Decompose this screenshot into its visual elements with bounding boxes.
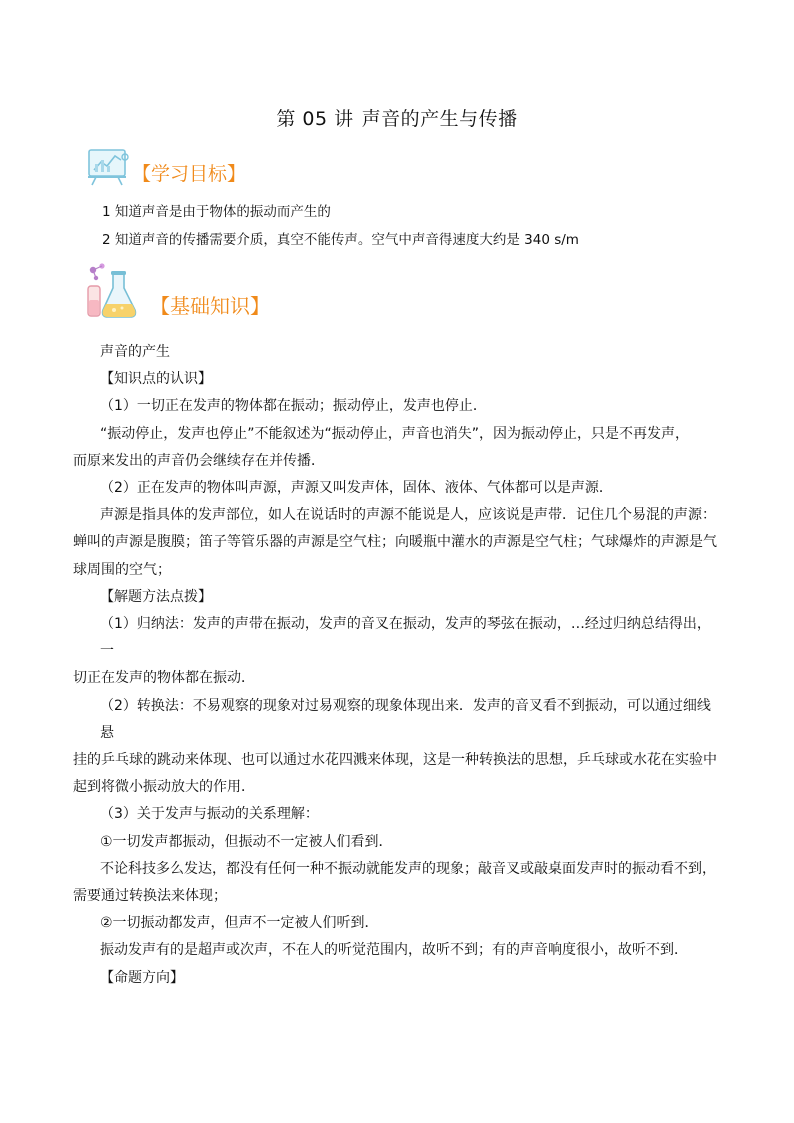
subheading: 声音的产生: [100, 344, 170, 360]
basics-heading: [84, 262, 270, 320]
paragraph-line: 起到将微小振动放大的作用．: [73, 779, 255, 796]
paragraph-line: （1）归纳法：发声的声带在振动，发声的音叉在振动，发声的琴弦在振动，…经过归纳总结得出，一: [100, 616, 711, 660]
paragraph: ②一切振动都发声，但声不一定被人们听到．: [100, 915, 379, 932]
direction-title: 【命题方向】: [100, 969, 184, 986]
paragraph-line: 蝉叫的声源是腹膜；笛子等管乐器的声源是空气柱；向暖瓶中灌水的声源是空气柱；气球爆炸的声源是气: [73, 534, 717, 551]
objectives-heading: [86, 148, 246, 186]
paragraph-line: （2）转换法：不易观察的现象对过易观察的现象体现出来．发声的音叉看不到振动，可以通过细线悬: [100, 697, 711, 741]
paragraph-line: 球周围的空气；: [73, 561, 171, 578]
paragraph-line: 切正在发声的物体都在振动．: [73, 670, 255, 687]
paragraph-line: “振动停止，发声也停止”不能叙述为“振动停止，声音也消失”，因为振动停止，只是不再发声，: [100, 425, 690, 442]
paragraph-line: 挂的乒乓球的跳动来体现、也可以通过水花四溅来体现，这是一种转换法的思想，乒乓球或水花在实验中: [73, 752, 717, 769]
paragraph-block: [73, 856, 722, 910]
method-title: 【解题方法点拨】: [100, 588, 212, 605]
lesson-title: 声音的产生与传播: [361, 108, 518, 130]
paragraph-line: 声源是指具体的发声部位，如人在说话时的声源不能说是人，应该说是声带．记住几个易混的声源：: [100, 507, 716, 524]
paragraph: （2）正在发声的物体叫声源，声源又叫发声体，固体、液体、气体都可以是声源．: [100, 480, 613, 497]
paragraph: ①一切发声都振动，但振动不一定被人们看到．: [100, 833, 393, 850]
basics-label: 【基础知识】: [150, 294, 270, 318]
objective-item: 2 知道声音的传播需要介质，真空不能传声。空气中声音得速度大约是 340 s/m: [102, 232, 579, 248]
paragraph-block: [73, 611, 722, 693]
paragraph: （1）一切正在发声的物体都在振动；振动停止，发声也停止．: [100, 398, 487, 415]
objective-item: 1 知道声音是由于物体的振动而产生的: [102, 204, 331, 220]
lab-flask-icon: [84, 262, 140, 320]
lesson-number: 第 05 讲: [276, 108, 354, 130]
page-title: [0, 104, 794, 131]
paragraph: （3）关于发声与振动的关系理解：: [100, 806, 319, 823]
paragraph-line: 而原来发出的声音仍会继续存在并传播．: [73, 452, 325, 469]
paragraph-line: 需要通过转换法来体现；: [73, 888, 227, 905]
paragraph-block: [73, 502, 722, 584]
content-body: [73, 339, 722, 992]
paragraph-line: 不论科技多么发达，都没有任何一种不振动就能发声的现象；敲音叉或敲桌面发声时的振动看不到，: [100, 860, 716, 877]
paragraph: 振动发声有的是超声或次声，不在人的听觉范围内，故听不到；有的声音响度很小，故听不到．: [100, 942, 688, 959]
objectives-label: 【学习目标】: [132, 163, 247, 185]
paragraph-block: [73, 693, 722, 802]
knowledge-point-title: 【知识点的认识】: [100, 371, 212, 388]
presentation-board-icon: [86, 148, 130, 186]
paragraph-block: [73, 421, 722, 475]
